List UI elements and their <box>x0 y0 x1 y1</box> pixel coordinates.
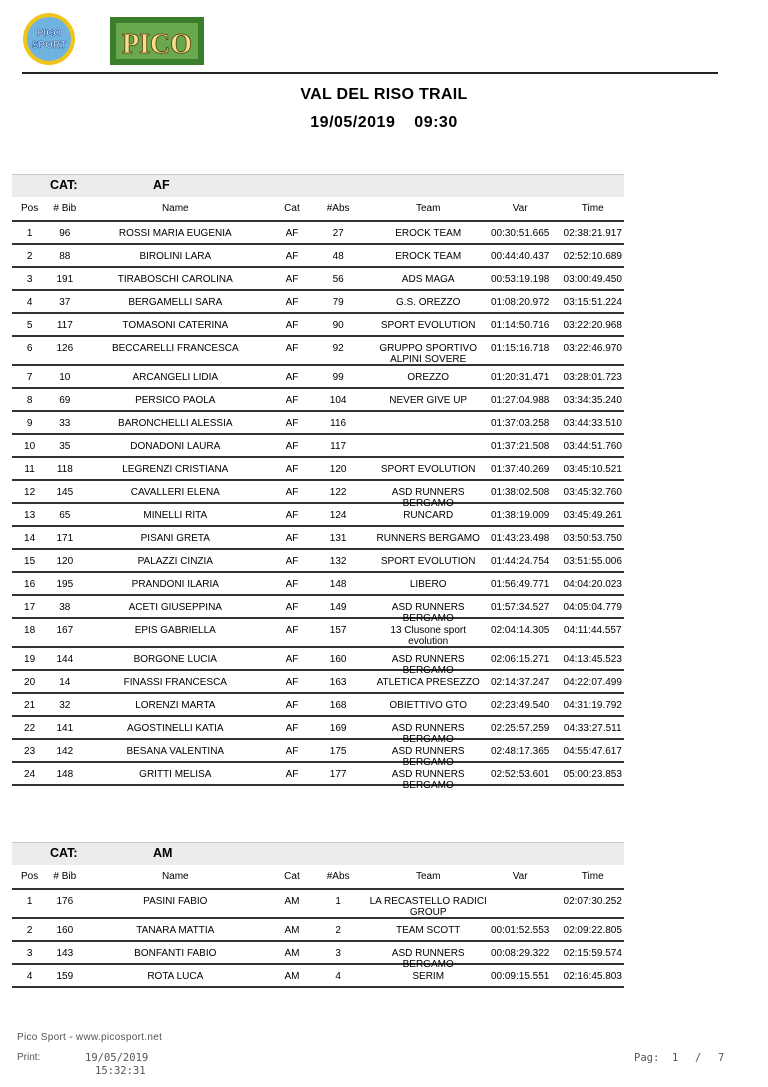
cell-time: 03:51:55.006 <box>563 556 622 567</box>
cell-time: 02:38:21.917 <box>563 228 622 239</box>
cell-cat: AF <box>285 464 299 475</box>
col-header-var: Var <box>512 871 528 882</box>
cell-var: 01:38:19.009 <box>490 510 550 521</box>
cell-name: BORGONE LUCIA <box>133 654 217 665</box>
table-row <box>12 919 624 942</box>
cell-cat: AM <box>284 925 300 936</box>
table-row <box>12 717 624 745</box>
table-header <box>12 865 624 890</box>
cell-team: LIBERO <box>409 579 447 590</box>
cell-abs: 149 <box>329 602 347 613</box>
cell-cat: AF <box>285 343 299 354</box>
cell-bib: 148 <box>56 769 74 780</box>
cell-name: MINELLI RITA <box>143 510 208 521</box>
table-row <box>12 596 624 624</box>
cell-name: TIRABOSCHI CAROLINA <box>117 274 233 285</box>
cell-name: EPIS GABRIELLA <box>134 625 216 636</box>
cell-name: BIROLINI LARA <box>139 251 212 262</box>
cell-time: 03:15:51.224 <box>563 297 622 308</box>
cell-cat: AF <box>285 441 299 452</box>
cell-var: 00:08:29.322 <box>490 948 550 959</box>
cell-var: 02:23:49.540 <box>490 700 550 711</box>
cell-cat: AF <box>285 320 299 331</box>
col-header-time: Time <box>581 871 604 882</box>
cell-cat: AM <box>284 896 300 907</box>
cell-time: 03:28:01.723 <box>563 372 622 383</box>
footer-site-link[interactable]: Pico Sport - www.picosport.net <box>17 1032 163 1043</box>
cell-name: TOMASONI CATERINA <box>122 320 229 331</box>
cell-cat: AF <box>285 602 299 613</box>
cell-team: ASD RUNNERS BERGAMO <box>391 769 465 791</box>
cell-name: BONFANTI FABIO <box>134 948 217 959</box>
category-label: CAT: <box>50 178 78 192</box>
cell-abs: 175 <box>329 746 347 757</box>
category-bar <box>12 174 624 197</box>
cell-team: LA RECASTELLO RADICI GROUP <box>369 896 487 918</box>
cell-team: ASD RUNNERS BERGAMO <box>391 487 465 509</box>
cell-time: 02:16:45.803 <box>563 971 622 982</box>
cell-cat: AF <box>285 654 299 665</box>
cell-pos: 10 <box>24 441 36 452</box>
cell-bib: 120 <box>56 556 74 567</box>
cell-cat: AF <box>285 372 299 383</box>
col-header-bib: # Bib <box>53 203 77 214</box>
cell-var: 02:06:15.271 <box>490 654 550 665</box>
col-header-pos: Pos <box>20 203 39 214</box>
cell-time: 03:45:32.760 <box>563 487 622 498</box>
cell-cat: AF <box>285 395 299 406</box>
cell-name: DONADONI LAURA <box>130 441 221 452</box>
cell-var: 01:14:50.716 <box>490 320 550 331</box>
cell-cat: AM <box>284 971 300 982</box>
cell-abs: 4 <box>335 971 341 982</box>
cell-pos: 23 <box>24 746 36 757</box>
cell-time: 04:13:45.523 <box>563 654 622 665</box>
footer-page-current: 1 <box>672 1052 679 1064</box>
col-header-team: Team <box>415 871 441 882</box>
cell-team: EROCK TEAM <box>395 251 462 262</box>
col-header-abs: #Abs <box>326 871 350 882</box>
cell-cat: AF <box>285 274 299 285</box>
cell-team: OREZZO <box>407 372 450 383</box>
cell-pos: 4 <box>26 971 33 982</box>
cell-bib: 143 <box>56 948 74 959</box>
pico-brand-logo <box>110 17 204 65</box>
cell-bib: 118 <box>56 464 73 475</box>
cell-abs: 99 <box>332 372 344 383</box>
cell-abs: 131 <box>329 533 347 544</box>
cell-bib: 144 <box>56 654 74 665</box>
cell-abs: 116 <box>330 418 347 429</box>
cell-bib: 37 <box>59 297 71 308</box>
category-bar <box>12 842 624 865</box>
cell-time: 02:15:59.574 <box>563 948 622 959</box>
cell-pos: 19 <box>24 654 36 665</box>
cell-cat: AF <box>285 556 299 567</box>
cell-bib: 117 <box>56 320 73 331</box>
cell-pos: 8 <box>26 395 33 406</box>
cell-team: NEVER GIVE UP <box>389 395 468 406</box>
cell-time: 05:00:23.853 <box>563 769 622 780</box>
cell-time: 02:07:30.252 <box>563 896 622 907</box>
cell-name: CAVALLERI ELENA <box>130 487 220 498</box>
cell-team: SERIM <box>412 971 445 982</box>
cell-team: OBIETTIVO GTO <box>389 700 467 711</box>
footer-print-time: 15:32:31 <box>95 1065 146 1077</box>
cell-pos: 17 <box>24 602 36 613</box>
cell-name: PISANI GRETA <box>140 533 210 544</box>
cell-time: 04:33:27.511 <box>563 723 622 734</box>
cell-team: GRUPPO SPORTIVO ALPINI SOVERE <box>379 343 477 365</box>
cell-time: 04:04:20.023 <box>563 579 622 590</box>
table-row <box>12 458 624 481</box>
cell-var: 01:08:20.972 <box>490 297 550 308</box>
col-header-team: Team <box>415 203 441 214</box>
cell-cat: AF <box>285 579 299 590</box>
table-row <box>12 366 624 389</box>
cell-abs: 148 <box>329 579 347 590</box>
cell-team: SPORT EVOLUTION <box>380 464 476 475</box>
cell-name: PASINI FABIO <box>143 896 208 907</box>
cell-var: 02:14:37.247 <box>490 677 550 688</box>
table-row <box>12 435 624 458</box>
cell-cat: AF <box>285 723 299 734</box>
cell-team: ASD RUNNERS BERGAMO <box>391 723 465 745</box>
cell-team: ATLETICA PRESEZZO <box>376 677 480 688</box>
category-value: AF <box>153 178 170 192</box>
cell-cat: AF <box>285 533 299 544</box>
cell-pos: 3 <box>26 948 33 959</box>
cell-time: 04:31:19.792 <box>563 700 622 711</box>
cell-var: 01:57:34.527 <box>490 602 550 613</box>
cell-bib: 167 <box>56 625 74 636</box>
cell-abs: 1 <box>335 896 341 907</box>
cell-name: FINASSI FRANCESCA <box>123 677 227 688</box>
cell-time: 03:50:53.750 <box>563 533 622 544</box>
cell-bib: 171 <box>56 533 74 544</box>
logo-text-sport: SPORT <box>31 40 67 51</box>
cell-time: 03:44:51.760 <box>563 441 622 452</box>
cell-pos: 18 <box>24 625 36 636</box>
col-header-abs: #Abs <box>326 203 350 214</box>
category-label: CAT: <box>50 846 78 860</box>
cell-time: 03:22:20.968 <box>563 320 622 331</box>
cell-name: TANARA MATTIA <box>136 925 215 936</box>
col-header-pos: Pos <box>20 871 39 882</box>
cell-var: 01:56:49.771 <box>490 579 550 590</box>
cell-bib: 32 <box>59 700 71 711</box>
cell-bib: 145 <box>56 487 74 498</box>
cell-pos: 21 <box>24 700 36 711</box>
cell-pos: 24 <box>24 769 36 780</box>
cell-pos: 5 <box>26 320 33 331</box>
cell-var: 01:20:31.471 <box>490 372 550 383</box>
table-row <box>12 550 624 573</box>
cell-name: ROSSI MARIA EUGENIA <box>118 228 232 239</box>
cell-abs: 79 <box>332 297 344 308</box>
cell-bib: 176 <box>56 896 74 907</box>
cell-abs: 124 <box>329 510 347 521</box>
cell-team: ASD RUNNERS BERGAMO <box>391 746 465 768</box>
cell-pos: 6 <box>26 343 33 354</box>
cell-team: ASD RUNNERS BERGAMO <box>391 948 465 970</box>
cell-pos: 1 <box>26 228 33 239</box>
table-row <box>12 763 624 791</box>
cell-bib: 160 <box>56 925 74 936</box>
table-row <box>12 268 624 291</box>
cell-team: TEAM SCOTT <box>395 925 461 936</box>
cell-name: GRITTI MELISA <box>139 769 212 780</box>
table-row <box>12 337 624 366</box>
cell-cat: AF <box>285 625 299 636</box>
cell-time: 03:34:35.240 <box>563 395 622 406</box>
cell-var: 01:43:23.498 <box>490 533 550 544</box>
cell-abs: 104 <box>329 395 347 406</box>
cell-name: LORENZI MARTA <box>135 700 216 711</box>
footer-page-label: Pag: <box>634 1052 660 1064</box>
results-table-body <box>12 890 624 988</box>
cell-var: 00:01:52.553 <box>490 925 550 936</box>
cell-bib: 159 <box>56 971 74 982</box>
cell-cat: AF <box>285 769 299 780</box>
cell-time: 02:52:10.689 <box>563 251 622 262</box>
cell-bib: 191 <box>56 274 74 285</box>
logo-text-pico: PICO <box>36 28 62 39</box>
cell-pos: 14 <box>24 533 36 544</box>
col-header-cat: Cat <box>284 871 300 882</box>
cell-cat: AF <box>285 510 299 521</box>
cell-name: ACETI GIUSEPPINA <box>128 602 222 613</box>
table-row <box>12 504 624 527</box>
logo-text-brand: PICO <box>122 29 192 60</box>
cell-cat: AF <box>285 228 299 239</box>
header-divider <box>22 72 718 74</box>
cell-name: PRANDONI ILARIA <box>131 579 219 590</box>
cell-name: BARONCHELLI ALESSIA <box>118 418 233 429</box>
cell-time: 04:22:07.499 <box>563 677 622 688</box>
cell-abs: 168 <box>329 700 347 711</box>
cell-bib: 96 <box>59 228 71 239</box>
cell-bib: 126 <box>56 343 74 354</box>
cell-abs: 122 <box>329 487 347 498</box>
category-value: AM <box>153 846 173 860</box>
cell-pos: 20 <box>24 677 36 688</box>
table-header <box>12 197 624 222</box>
cell-time: 03:22:46.970 <box>563 343 622 354</box>
cell-abs: 163 <box>329 677 347 688</box>
cell-cat: AF <box>285 251 299 262</box>
cell-pos: 16 <box>24 579 36 590</box>
cell-bib: 88 <box>59 251 71 262</box>
table-row <box>12 890 624 919</box>
cell-abs: 92 <box>332 343 344 354</box>
cell-time: 03:45:49.261 <box>563 510 622 521</box>
cell-var: 02:25:57.259 <box>490 723 550 734</box>
cell-var: 02:48:17.365 <box>490 746 550 757</box>
cell-var: 00:30:51.665 <box>490 228 550 239</box>
cell-pos: 12 <box>24 487 36 498</box>
cell-team: ASD RUNNERS BERGAMO <box>391 602 465 624</box>
cell-abs: 2 <box>335 925 341 936</box>
col-header-bib: # Bib <box>53 871 77 882</box>
table-row <box>12 527 624 550</box>
cell-team: SPORT EVOLUTION <box>380 320 476 331</box>
cell-time: 04:11:44.557 <box>563 625 622 636</box>
cell-time: 02:09:22.805 <box>563 925 622 936</box>
cell-bib: 33 <box>59 418 71 429</box>
cell-time: 03:00:49.450 <box>563 274 622 285</box>
cell-abs: 132 <box>329 556 347 567</box>
cell-time: 03:44:33.510 <box>563 418 622 429</box>
cell-var: 00:09:15.551 <box>490 971 550 982</box>
cell-bib: 35 <box>59 441 71 452</box>
cell-pos: 7 <box>26 372 33 383</box>
cell-team: SPORT EVOLUTION <box>380 556 476 567</box>
col-header-time: Time <box>581 203 604 214</box>
cell-pos: 15 <box>24 556 36 567</box>
category-section-am <box>12 842 624 988</box>
table-row <box>12 573 624 596</box>
cell-pos: 11 <box>24 464 35 475</box>
cell-abs: 27 <box>332 228 344 239</box>
cell-abs: 120 <box>329 464 347 475</box>
cell-bib: 10 <box>59 372 71 383</box>
cell-pos: 9 <box>26 418 33 429</box>
footer-page-total: 7 <box>718 1052 725 1064</box>
results-table-body <box>12 222 624 791</box>
cell-bib: 14 <box>59 677 71 688</box>
col-header-name: Name <box>161 871 189 882</box>
table-row <box>12 291 624 314</box>
cell-var: 02:52:53.601 <box>490 769 550 780</box>
event-datetime: 19/05/2019 09:30 <box>310 114 458 131</box>
cell-abs: 48 <box>332 251 344 262</box>
cell-bib: 142 <box>56 746 74 757</box>
cell-pos: 13 <box>24 510 36 521</box>
cell-bib: 141 <box>56 723 74 734</box>
cell-name: BERGAMELLI SARA <box>128 297 223 308</box>
col-header-var: Var <box>512 203 528 214</box>
cell-cat: AF <box>285 700 299 711</box>
cell-team: ADS MAGA <box>401 274 455 285</box>
cell-abs: 177 <box>329 769 347 780</box>
cell-bib: 38 <box>59 602 71 613</box>
cell-var: 01:37:40.269 <box>490 464 550 475</box>
table-row <box>12 942 624 970</box>
cell-var: 01:27:04.988 <box>490 395 550 406</box>
cell-pos: 3 <box>26 274 33 285</box>
cell-var: 00:53:19.198 <box>490 274 550 285</box>
cell-bib: 69 <box>59 395 71 406</box>
cell-name: ARCANGELI LIDIA <box>132 372 219 383</box>
table-row <box>12 389 624 412</box>
footer-page-separator: / <box>695 1052 702 1064</box>
cell-name: BESANA VALENTINA <box>126 746 225 757</box>
table-row <box>12 481 624 509</box>
cell-abs: 160 <box>329 654 347 665</box>
col-header-name: Name <box>161 203 189 214</box>
cell-var: 01:37:03.258 <box>490 418 550 429</box>
cell-pos: 4 <box>26 297 33 308</box>
cell-team: 13 Clusone sport evolution <box>390 625 466 647</box>
table-row <box>12 412 624 435</box>
cell-abs: 157 <box>329 625 347 636</box>
footer-print-label: Print: <box>17 1052 41 1063</box>
cell-abs: 56 <box>332 274 344 285</box>
table-row <box>12 314 624 337</box>
table-row <box>12 740 624 768</box>
cell-abs: 117 <box>330 441 347 452</box>
cell-time: 04:05:04.779 <box>563 602 622 613</box>
cell-cat: AF <box>285 746 299 757</box>
col-header-cat: Cat <box>284 203 300 214</box>
cell-pos: 22 <box>24 723 36 734</box>
cell-name: PERSICO PAOLA <box>135 395 216 406</box>
cell-abs: 169 <box>329 723 347 734</box>
table-row <box>12 965 624 988</box>
cell-team: EROCK TEAM <box>395 228 462 239</box>
cell-var: 01:44:24.754 <box>490 556 550 567</box>
cell-cat: AM <box>284 948 300 959</box>
cell-pos: 2 <box>26 251 33 262</box>
pico-sport-logo <box>22 12 76 66</box>
category-section-af <box>12 174 624 791</box>
table-row <box>12 619 624 648</box>
cell-cat: AF <box>285 487 299 498</box>
cell-team: RUNCARD <box>403 510 454 521</box>
table-row <box>12 671 624 694</box>
cell-name: ROTA LUCA <box>147 971 204 982</box>
cell-var: 02:04:14.305 <box>490 625 550 636</box>
cell-var: 01:38:02.508 <box>490 487 550 498</box>
cell-team: G.S. OREZZO <box>395 297 461 308</box>
cell-var: 01:15:16.718 <box>490 343 550 354</box>
cell-pos: 2 <box>26 925 33 936</box>
footer-print-date: 19/05/2019 <box>85 1052 149 1064</box>
table-row <box>12 694 624 717</box>
cell-name: AGOSTINELLI KATIA <box>127 723 224 734</box>
table-row <box>12 648 624 676</box>
cell-cat: AF <box>285 297 299 308</box>
table-row <box>12 222 624 245</box>
cell-bib: 65 <box>59 510 71 521</box>
cell-var: 01:37:21.508 <box>490 441 550 452</box>
cell-name: PALAZZI CINZIA <box>137 556 213 567</box>
cell-pos: 1 <box>26 896 33 907</box>
cell-abs: 3 <box>335 948 341 959</box>
cell-time: 03:45:10.521 <box>563 464 622 475</box>
cell-cat: AF <box>285 677 299 688</box>
event-title: VAL DEL RISO TRAIL <box>300 86 468 103</box>
cell-time: 04:55:47.617 <box>563 746 622 757</box>
table-row <box>12 245 624 268</box>
cell-name: LEGRENZI CRISTIANA <box>122 464 229 475</box>
cell-name: BECCARELLI FRANCESCA <box>111 343 239 354</box>
cell-bib: 195 <box>56 579 74 590</box>
cell-abs: 90 <box>332 320 344 331</box>
cell-cat: AF <box>285 418 299 429</box>
cell-var: 00:44:40.437 <box>490 251 550 262</box>
cell-team: ASD RUNNERS BERGAMO <box>391 654 465 676</box>
cell-team: RUNNERS BERGAMO <box>376 533 480 544</box>
